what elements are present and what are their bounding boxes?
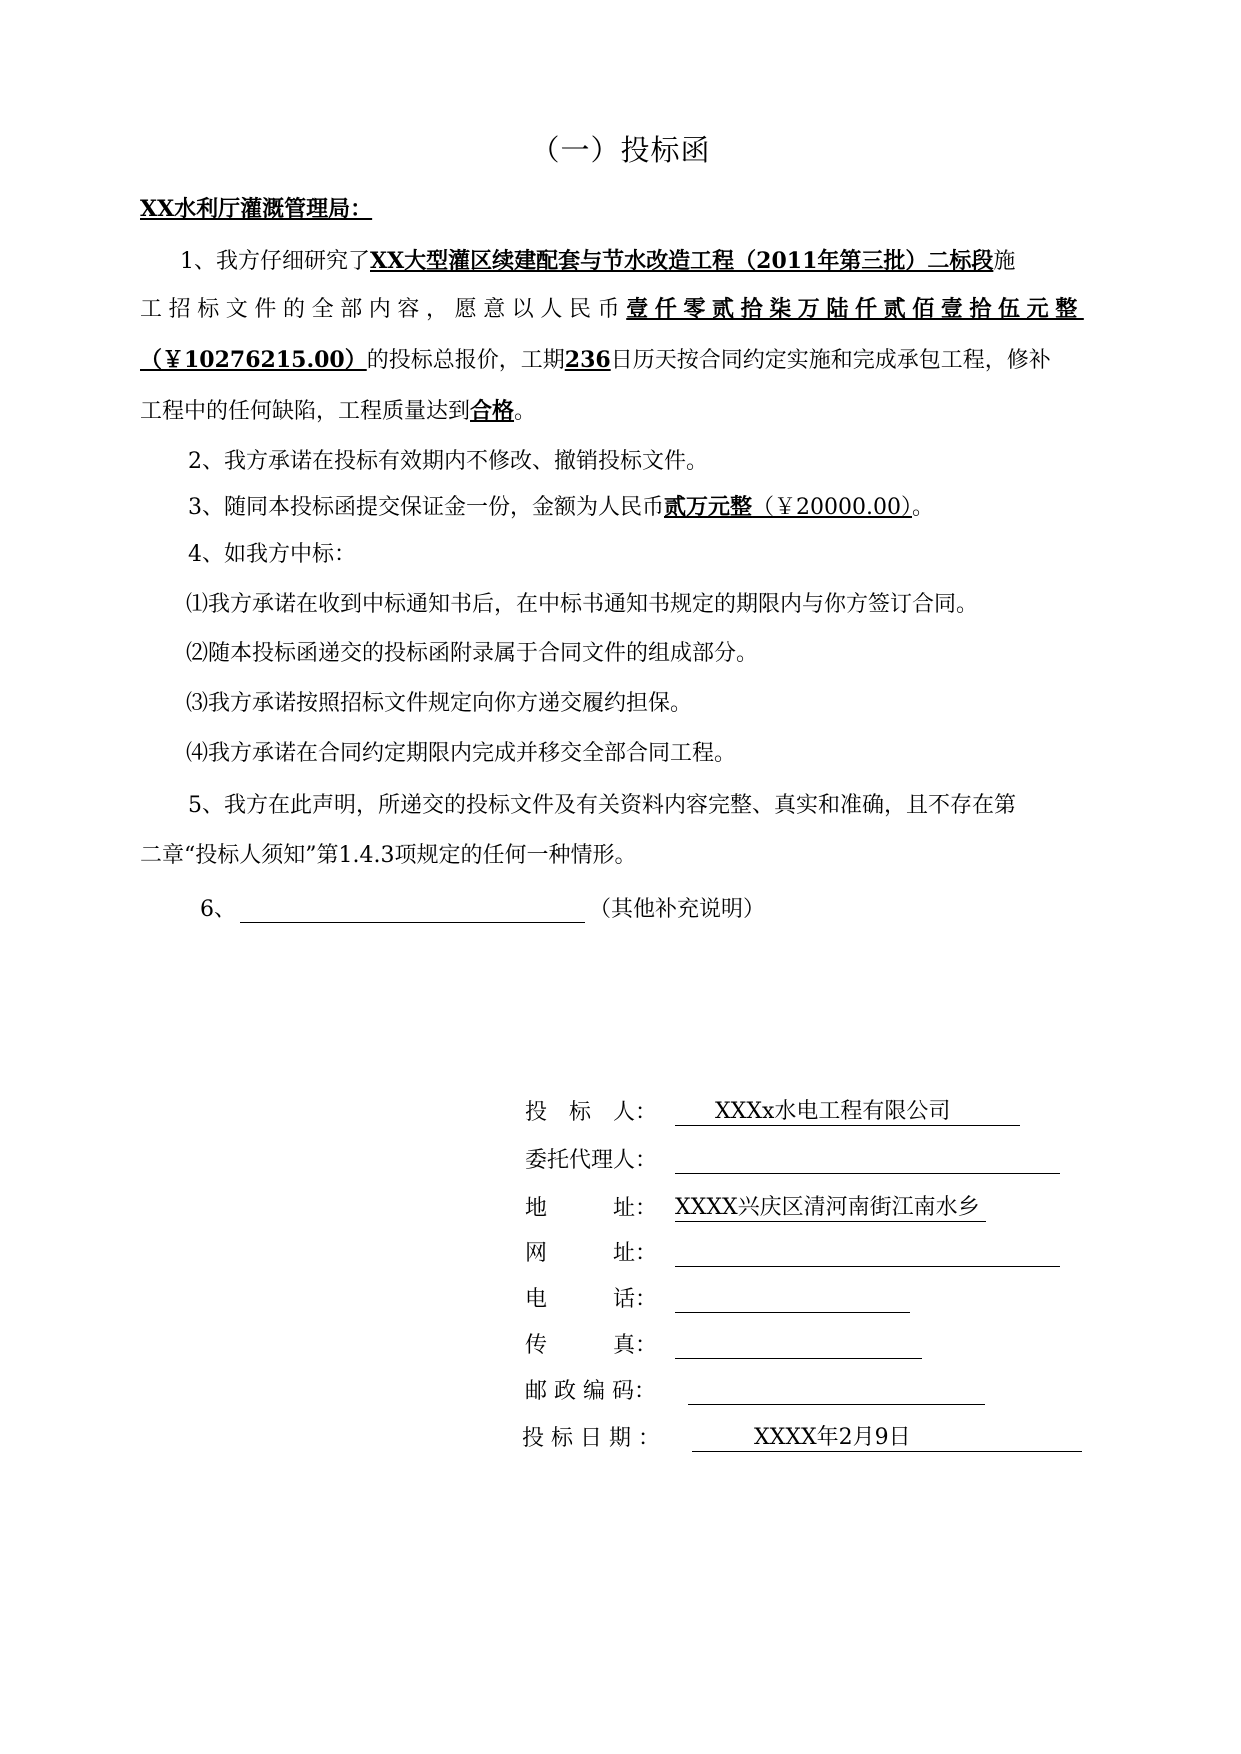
- p1-suffix: 施: [993, 249, 1016, 274]
- bid-amount-number: （￥10276215.00）: [140, 347, 367, 373]
- sig-website: [525, 1236, 1060, 1267]
- deposit-amount-number: （￥20000.00）: [752, 495, 912, 520]
- p1-l3-suffix: 日历天按合同约定实施和完成承包工程，修补: [610, 348, 1051, 373]
- para-3: [188, 490, 934, 521]
- para-1-line-1: [180, 244, 1015, 275]
- p1-l4-suffix: 。: [514, 399, 537, 424]
- sig-date: [522, 1420, 1082, 1452]
- bid-amount-words: 壹仟零贰拾柒万陆仟贰佰壹拾伍元整: [626, 296, 1084, 322]
- para-2: 2、我方承诺在投标有效期内不修改、撤销投标文件。: [188, 449, 708, 474]
- p3-suffix: 。: [912, 495, 935, 520]
- sig-phone: [525, 1282, 910, 1313]
- fax-blank-line: [675, 1333, 922, 1359]
- p1-l3-mid: 的投标总报价，工期: [366, 348, 565, 373]
- para-4: 4、如我方中标：: [188, 542, 356, 567]
- date-label: 投 标 日 期 ：: [522, 1426, 660, 1451]
- quality-level: 合格: [470, 398, 515, 424]
- supplement-blank-line: [240, 900, 585, 923]
- p6-prefix: 6、: [200, 897, 236, 922]
- project-name: XX大型灌区续建配套与节水改造工程（2011年第三批）二标段: [370, 248, 994, 274]
- bidder-value: XXXx水电工程有限公司: [675, 1094, 1020, 1126]
- agent-blank-line: [675, 1148, 1060, 1174]
- bidder-label: 投 标 人：: [525, 1100, 658, 1125]
- page-title: （一）投标函: [530, 133, 711, 167]
- sig-address: [525, 1190, 986, 1222]
- para-4-item-3: ⑶我方承诺按照招标文件规定向你方递交履约担保。: [186, 691, 693, 716]
- website-blank-line: [675, 1241, 1060, 1267]
- para-5-line-1: 5、我方在此声明，所递交的投标文件及有关资料内容完整、真实和准确，且不存在第: [188, 793, 1016, 818]
- para-1-line-4: [140, 394, 536, 425]
- website-label: 网 址：: [525, 1241, 658, 1266]
- phone-label: 电 话：: [525, 1287, 658, 1312]
- sig-postcode: [525, 1374, 985, 1405]
- agent-label: 委托代理人：: [525, 1148, 658, 1173]
- para-5-line-2: 二章“投标人须知”第1.4.3项规定的任何一种情形。: [140, 843, 637, 868]
- p6-suffix: （其他补充说明）: [589, 897, 766, 922]
- postcode-blank-line: [688, 1379, 985, 1405]
- para-4-item-2: ⑵随本投标函递交的投标函附录属于合同文件的组成部分。: [186, 641, 759, 666]
- p1-prefix: 1、我方仔细研究了: [180, 249, 370, 274]
- sig-fax: [525, 1328, 922, 1359]
- fax-label: 传 真：: [525, 1333, 658, 1358]
- sig-agent: [525, 1143, 1060, 1174]
- para-1-line-2: [140, 292, 1084, 323]
- address-value: XXXX兴庆区清河南街江南水乡: [675, 1190, 986, 1222]
- para-4-item-4: ⑷我方承诺在合同约定期限内完成并移交全部合同工程。: [186, 741, 737, 766]
- addressee: XX水利厅灌溉管理局：: [140, 196, 373, 222]
- para-4-item-1: ⑴我方承诺在收到中标通知书后，在中标书通知书规定的期限内与你方签订合同。: [186, 592, 979, 617]
- postcode-label: 邮 政 编 码：: [525, 1379, 656, 1404]
- p1-l2-prefix: 工招标文件的全部内容，愿意以人民币: [140, 297, 627, 322]
- p3-prefix: 3、随同本投标函提交保证金一份，金额为人民币: [188, 495, 664, 520]
- p1-l4-prefix: 工程中的任何缺陷，工程质量达到: [140, 399, 471, 424]
- address-label: 地 址：: [525, 1196, 658, 1221]
- deposit-amount-words: 贰万元整: [664, 494, 753, 520]
- duration-days: 236: [564, 347, 611, 373]
- para-1-line-3: [140, 343, 1051, 374]
- sig-bidder: [525, 1094, 1020, 1126]
- para-6: [200, 892, 765, 923]
- date-value: XXXX年2月9日: [692, 1420, 1082, 1452]
- phone-blank-line: [675, 1287, 910, 1313]
